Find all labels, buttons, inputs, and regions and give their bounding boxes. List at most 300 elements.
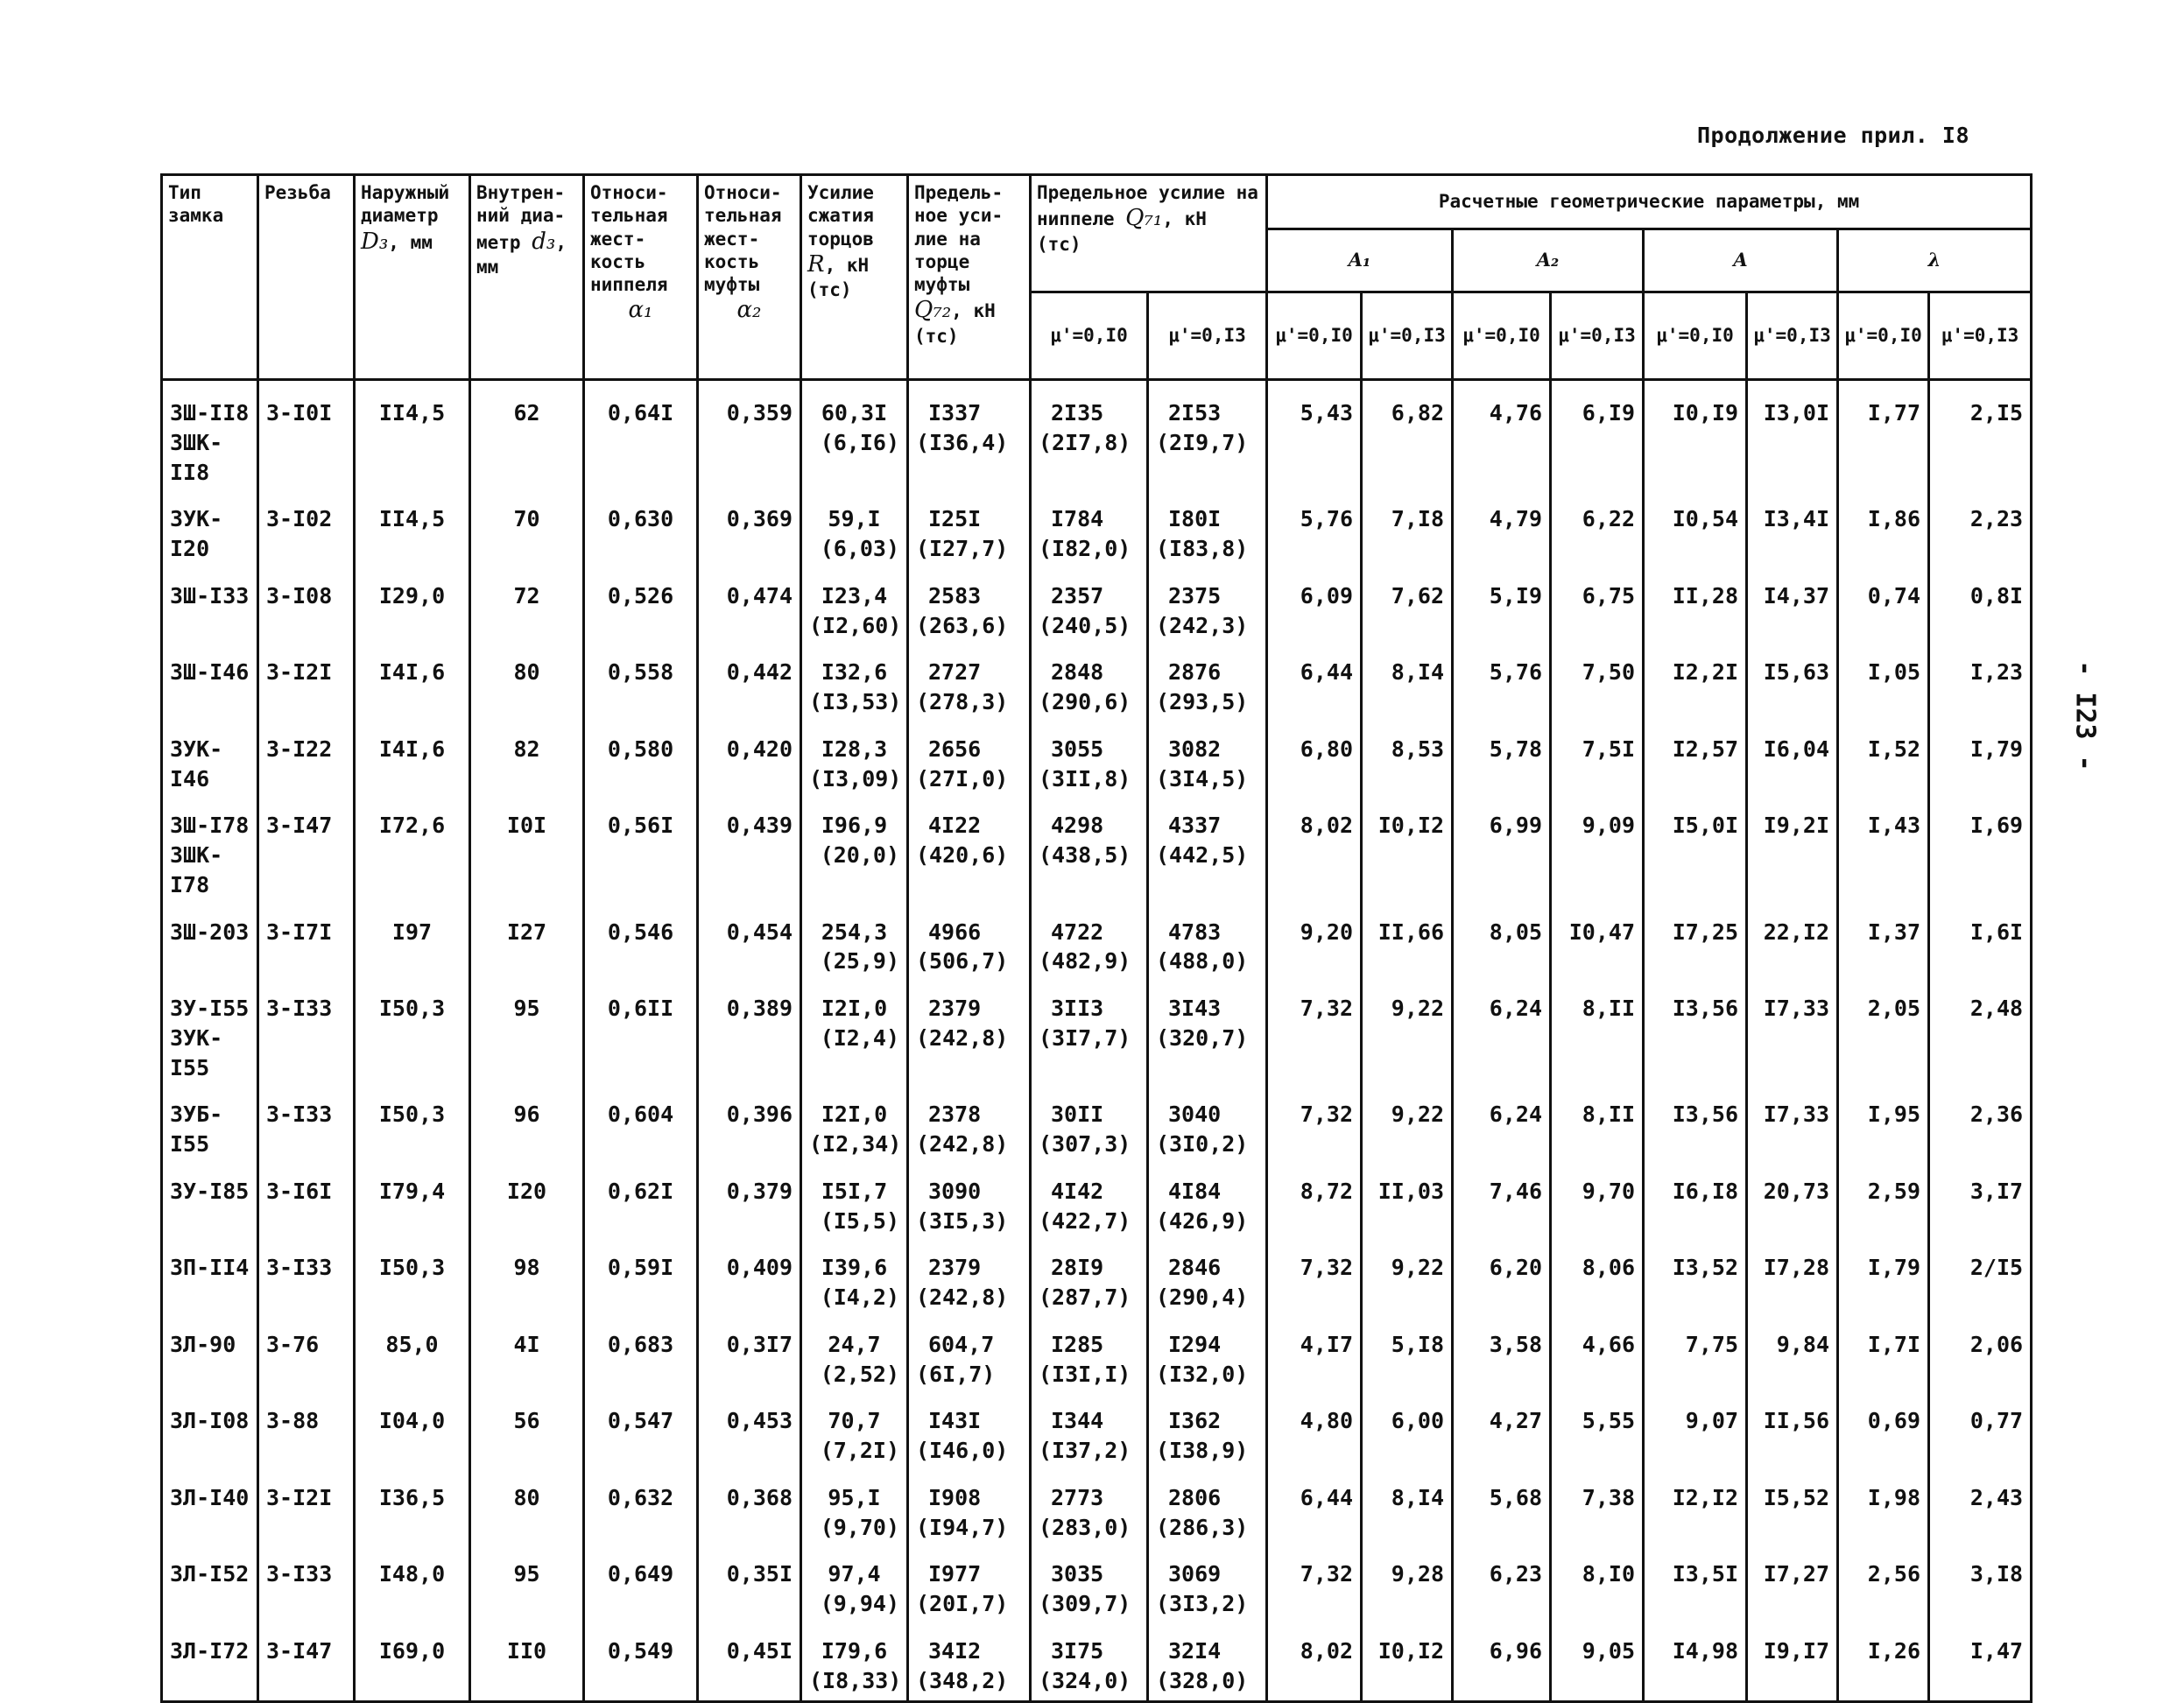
cell-r: I32,6 (I3,53) [801, 640, 908, 717]
cell-r: 254,3 (25,9) [801, 900, 908, 977]
cell-a-mu010: II,28 [1644, 564, 1747, 641]
cell-lambda-mu010: I,7I [1838, 1312, 1929, 1390]
header-outer-diameter-label: Наружный диаметр [361, 182, 450, 227]
cell-a2-mu010: 5,68 [1453, 1466, 1551, 1543]
cell-q72: 2379 (242,8) [908, 1235, 1031, 1312]
table-row [162, 1389, 2032, 1466]
cell-a2-mu010: 6,23 [1453, 1542, 1551, 1619]
cell-a2-mu013: 8,I0 [1551, 1542, 1644, 1619]
cell-alpha1: 0,630 [584, 487, 698, 564]
cell-a2-mu010: 8,05 [1453, 900, 1551, 977]
cell-thread: З-I2I [258, 1466, 355, 1543]
cell-lambda-mu013: I,6I [1929, 900, 2032, 977]
cell-alpha1: 0,547 [584, 1389, 698, 1466]
cell-lambda-mu010: 0,69 [1838, 1389, 1929, 1466]
cell-inner-diameter: 56 [470, 1389, 584, 1466]
header-a1-mu013: μ'=0,I3 [1362, 292, 1453, 380]
cell-alpha2: 0,35I [698, 1542, 801, 1619]
cell-lambda-mu010: I,05 [1838, 640, 1929, 717]
cell-a1-mu013: 7,I8 [1362, 487, 1453, 564]
cell-outer-diameter: I4I,6 [355, 640, 470, 717]
header-a2-mu010: μ'=0,I0 [1453, 292, 1551, 380]
cell-a2-mu010: 5,I9 [1453, 564, 1551, 641]
cell-q71-mu010: I344 (I37,2) [1031, 1389, 1148, 1466]
cell-q71-mu010: 2357 (240,5) [1031, 564, 1148, 641]
cell-q71-mu010: 3I75 (324,0) [1031, 1619, 1148, 1702]
inner-diameter-symbol: d₃ [532, 228, 556, 255]
q71-symbol: Q₇₁ [1125, 205, 1163, 232]
cell-thread: З-I33 [258, 976, 355, 1082]
cell-thread: З-I33 [258, 1542, 355, 1619]
cell-q72: 34I2 (348,2) [908, 1619, 1031, 1702]
cell-alpha1: 0,546 [584, 900, 698, 977]
cell-type: ЗУ-I55 ЗУК-I55 [162, 976, 258, 1082]
header-lambda-mu013: μ'=0,I3 [1929, 292, 2032, 380]
cell-q71-mu013: I362 (I38,9) [1148, 1389, 1267, 1466]
cell-thread: З-I33 [258, 1082, 355, 1159]
cell-q72: 2656 (27I,0) [908, 717, 1031, 794]
cell-a2-mu010: 6,99 [1453, 793, 1551, 899]
header-compress-force [801, 175, 908, 380]
cell-r: I2I,0 (I2,4) [801, 976, 908, 1082]
cell-alpha2: 0,454 [698, 900, 801, 977]
cell-alpha2: 0,474 [698, 564, 801, 641]
cell-alpha1: 0,59I [584, 1235, 698, 1312]
cell-a-mu013: I5,63 [1747, 640, 1838, 717]
header-a2: A₂ [1453, 229, 1644, 292]
cell-q71-mu013: I80I (I83,8) [1148, 487, 1267, 564]
cell-q72: I908 (I94,7) [908, 1466, 1031, 1543]
cell-outer-diameter: I04,0 [355, 1389, 470, 1466]
cell-a2-mu010: 6,24 [1453, 976, 1551, 1082]
cell-a-mu013: 20,73 [1747, 1159, 1838, 1236]
cell-q71-mu013: 2806 (286,3) [1148, 1466, 1267, 1543]
header-rel-stiff-coupling [698, 175, 801, 380]
cell-thread: З-I6I [258, 1159, 355, 1236]
cell-type: ЗЛ-I08 [162, 1389, 258, 1466]
cell-q71-mu010: 30II (307,3) [1031, 1082, 1148, 1159]
cell-inner-diameter: I0I [470, 793, 584, 899]
cell-outer-diameter: 85,0 [355, 1312, 470, 1390]
header-thread: Резьба [258, 175, 355, 380]
cell-a1-mu013: 8,I4 [1362, 640, 1453, 717]
cell-alpha1: 0,526 [584, 564, 698, 641]
cell-a-mu010: I3,52 [1644, 1235, 1747, 1312]
cell-a1-mu010: 7,32 [1267, 976, 1362, 1082]
cell-a-mu013: I4,37 [1747, 564, 1838, 641]
cell-thread: З-I2I [258, 640, 355, 717]
cell-a1-mu013: 9,22 [1362, 1235, 1453, 1312]
cell-q72: I25I (I27,7) [908, 487, 1031, 564]
cell-a-mu010: I5,0I [1644, 793, 1747, 899]
cell-a-mu013: I3,4I [1747, 487, 1838, 564]
header-a-mu013: μ'=0,I3 [1747, 292, 1838, 380]
header-q71-mu010: μ'=0,I0 [1031, 292, 1148, 380]
cell-a2-mu013: 8,II [1551, 1082, 1644, 1159]
cell-r: I23,4 (I2,60) [801, 564, 908, 641]
cell-outer-diameter: I72,6 [355, 793, 470, 899]
cell-lambda-mu013: I,69 [1929, 793, 2032, 899]
outer-diameter-symbol: D₃ [361, 228, 389, 255]
cell-a1-mu013: I0,I2 [1362, 1619, 1453, 1702]
cell-alpha1: 0,649 [584, 1542, 698, 1619]
cell-r: I96,9 (20,0) [801, 793, 908, 899]
header-rel-stiff-coupling-label: Относи-тельная жест-кость муфты [704, 182, 782, 295]
cell-lambda-mu010: I,98 [1838, 1466, 1929, 1543]
header-compress-force-label: Усилие сжатия торцов [807, 182, 874, 250]
cell-lambda-mu010: I,95 [1838, 1082, 1929, 1159]
cell-a2-mu010: 5,78 [1453, 717, 1551, 794]
cell-a-mu010: I3,5I [1644, 1542, 1747, 1619]
cell-a-mu010: 9,07 [1644, 1389, 1747, 1466]
cell-lambda-mu013: 2,I5 [1929, 380, 2032, 488]
cell-thread: З-I47 [258, 793, 355, 899]
cell-lambda-mu010: I,26 [1838, 1619, 1929, 1702]
cell-lambda-mu010: 2,05 [1838, 976, 1929, 1082]
table-row [162, 487, 2032, 564]
cell-r: I5I,7 (I5,5) [801, 1159, 908, 1236]
cell-a1-mu013: 9,22 [1362, 976, 1453, 1082]
cell-lambda-mu013: I,79 [1929, 717, 2032, 794]
cell-alpha2: 0,442 [698, 640, 801, 717]
cell-alpha2: 0,368 [698, 1466, 801, 1543]
cell-r: 24,7 (2,52) [801, 1312, 908, 1390]
cell-alpha2: 0,396 [698, 1082, 801, 1159]
cell-a1-mu010: 4,80 [1267, 1389, 1362, 1466]
cell-thread: З-I0I [258, 380, 355, 488]
header-outer-diameter [355, 175, 470, 380]
cell-a-mu013: I3,0I [1747, 380, 1838, 488]
cell-a-mu013: I9,I7 [1747, 1619, 1838, 1702]
cell-a2-mu010: 3,58 [1453, 1312, 1551, 1390]
page-number: - I23 - [2069, 660, 2101, 771]
cell-lambda-mu013: 3,I7 [1929, 1159, 2032, 1236]
cell-a1-mu010: 4,I7 [1267, 1312, 1362, 1390]
cell-a1-mu010: 6,44 [1267, 1466, 1362, 1543]
cell-a-mu010: I6,I8 [1644, 1159, 1747, 1236]
r-symbol: R [807, 250, 825, 278]
cell-a2-mu010: 4,27 [1453, 1389, 1551, 1466]
cell-type: ЗЛ-I40 [162, 1466, 258, 1543]
cell-a-mu010: I2,I2 [1644, 1466, 1747, 1543]
cell-q72: 4966 (506,7) [908, 900, 1031, 977]
cell-type: ЗШ-I46 [162, 640, 258, 717]
cell-a2-mu013: 8,II [1551, 976, 1644, 1082]
cell-lambda-mu010: I,77 [1838, 380, 1929, 488]
cell-a2-mu013: 8,06 [1551, 1235, 1644, 1312]
cell-alpha2: 0,439 [698, 793, 801, 899]
cell-a2-mu013: 6,22 [1551, 487, 1644, 564]
cell-inner-diameter: 95 [470, 976, 584, 1082]
table-row [162, 640, 2032, 717]
cell-type: ЗП-II4 [162, 1235, 258, 1312]
cell-q71-mu013: 32I4 (328,0) [1148, 1619, 1267, 1702]
cell-a1-mu013: 9,22 [1362, 1082, 1453, 1159]
cell-a1-mu013: II,66 [1362, 900, 1453, 977]
cell-type: ЗШ-I33 [162, 564, 258, 641]
cell-q71-mu013: 4I84 (426,9) [1148, 1159, 1267, 1236]
cell-q72: 604,7 (6I,7) [908, 1312, 1031, 1390]
cell-alpha1: 0,683 [584, 1312, 698, 1390]
cell-inner-diameter: 80 [470, 640, 584, 717]
cell-q71-mu010: 3055 (3II,8) [1031, 717, 1148, 794]
cell-alpha2: 0,420 [698, 717, 801, 794]
table-row [162, 900, 2032, 977]
cell-a-mu013: II,56 [1747, 1389, 1838, 1466]
cell-r: I79,6 (I8,33) [801, 1619, 908, 1702]
cell-a-mu010: I2,57 [1644, 717, 1747, 794]
cell-r: 97,4 (9,94) [801, 1542, 908, 1619]
cell-q72: 4I22 (420,6) [908, 793, 1031, 899]
cell-inner-diameter: II0 [470, 1619, 584, 1702]
cell-lambda-mu010: 2,59 [1838, 1159, 1929, 1236]
cell-inner-diameter: I27 [470, 900, 584, 977]
cell-a2-mu013: 9,70 [1551, 1159, 1644, 1236]
cell-a2-mu010: 6,24 [1453, 1082, 1551, 1159]
cell-type: ЗЛ-I52 [162, 1542, 258, 1619]
cell-outer-diameter: I50,3 [355, 1082, 470, 1159]
cell-inner-diameter: 98 [470, 1235, 584, 1312]
cell-type: ЗШ-II8 ЗШК-II8 [162, 380, 258, 488]
header-lambda-mu010: μ'=0,I0 [1838, 292, 1929, 380]
cell-type: ЗШ-I78 ЗШК-I78 [162, 793, 258, 899]
cell-lambda-mu010: I,86 [1838, 487, 1929, 564]
cell-a-mu010: I0,54 [1644, 487, 1747, 564]
cell-alpha1: 0,62I [584, 1159, 698, 1236]
cell-lambda-mu010: 2,56 [1838, 1542, 1929, 1619]
cell-q71-mu010: 28I9 (287,7) [1031, 1235, 1148, 1312]
header-type: Тип замка [162, 175, 258, 380]
cell-alpha1: 0,632 [584, 1466, 698, 1543]
header-q71-mu013: μ'=0,I3 [1148, 292, 1267, 380]
header-limit-nipple [1031, 175, 1267, 292]
cell-lambda-mu013: 2,36 [1929, 1082, 2032, 1159]
cell-outer-diameter: I50,3 [355, 976, 470, 1082]
cell-a1-mu013: 7,62 [1362, 564, 1453, 641]
cell-a2-mu013: 5,55 [1551, 1389, 1644, 1466]
cell-a2-mu013: 7,5I [1551, 717, 1644, 794]
cell-alpha2: 0,359 [698, 380, 801, 488]
table-row [162, 1082, 2032, 1159]
continuation-note: Продолжение прил. I8 [1696, 123, 1969, 148]
cell-outer-diameter: II4,5 [355, 380, 470, 488]
cell-r: 95,I (9,70) [801, 1466, 908, 1543]
cell-outer-diameter: I48,0 [355, 1542, 470, 1619]
cell-alpha2: 0,389 [698, 976, 801, 1082]
cell-q71-mu010: 4722 (482,9) [1031, 900, 1148, 977]
cell-type: ЗУ-I85 [162, 1159, 258, 1236]
cell-a1-mu013: 8,I4 [1362, 1466, 1453, 1543]
cell-alpha2: 0,453 [698, 1389, 801, 1466]
header-a2-mu013: μ'=0,I3 [1551, 292, 1644, 380]
cell-lambda-mu013: I,47 [1929, 1619, 2032, 1702]
q72-symbol: Q₇₂ [914, 297, 952, 324]
cell-alpha2: 0,3I7 [698, 1312, 801, 1390]
header-a-mu010: μ'=0,I0 [1644, 292, 1747, 380]
cell-r: 70,7 (7,2I) [801, 1389, 908, 1466]
cell-a1-mu010: 8,72 [1267, 1159, 1362, 1236]
cell-q71-mu013: I294 (I32,0) [1148, 1312, 1267, 1390]
cell-q71-mu013: 3I43 (320,7) [1148, 976, 1267, 1082]
table-row [162, 380, 2032, 488]
cell-outer-diameter: I36,5 [355, 1466, 470, 1543]
limit-nipple-unit: , кН (тс) [1037, 208, 1207, 255]
cell-alpha1: 0,558 [584, 640, 698, 717]
cell-q71-mu010: 3II3 (3I7,7) [1031, 976, 1148, 1082]
cell-type: ЗЛ-90 [162, 1312, 258, 1390]
cell-a1-mu010: 6,80 [1267, 717, 1362, 794]
cell-outer-diameter: I4I,6 [355, 717, 470, 794]
cell-a-mu010: I4,98 [1644, 1619, 1747, 1702]
cell-a-mu013: I7,33 [1747, 976, 1838, 1082]
cell-inner-diameter: 80 [470, 1466, 584, 1543]
cell-r: 59,I (6,03) [801, 487, 908, 564]
header-a1-mu010: μ'=0,I0 [1267, 292, 1362, 380]
table-row [162, 717, 2032, 794]
cell-a1-mu013: 6,00 [1362, 1389, 1453, 1466]
cell-a-mu013: I7,28 [1747, 1235, 1838, 1312]
table-row [162, 793, 2032, 899]
cell-q72: 2727 (278,3) [908, 640, 1031, 717]
cell-q71-mu013: 3069 (3I3,2) [1148, 1542, 1267, 1619]
cell-q71-mu010: 2773 (283,0) [1031, 1466, 1148, 1543]
cell-q71-mu010: 4298 (438,5) [1031, 793, 1148, 899]
cell-alpha1: 0,549 [584, 1619, 698, 1702]
cell-thread: З-I02 [258, 487, 355, 564]
header-inner-diameter-label: Внутрен-ний диа-метр [476, 182, 566, 253]
cell-a1-mu013: 6,82 [1362, 380, 1453, 488]
cell-type: ЗУК-I20 [162, 487, 258, 564]
cell-a-mu013: I5,52 [1747, 1466, 1838, 1543]
header-limit-coupling-label: Предель-ное уси-лие на торце муфты [914, 182, 1004, 295]
cell-alpha1: 0,56I [584, 793, 698, 899]
cell-a1-mu010: 7,32 [1267, 1542, 1362, 1619]
cell-r: I2I,0 (I2,34) [801, 1082, 908, 1159]
cell-q71-mu010: 2848 (290,6) [1031, 640, 1148, 717]
cell-inner-diameter: I20 [470, 1159, 584, 1236]
cell-inner-diameter: 82 [470, 717, 584, 794]
cell-alpha1: 0,6II [584, 976, 698, 1082]
header-a: A [1644, 229, 1838, 292]
cell-lambda-mu010: 0,74 [1838, 564, 1929, 641]
cell-a1-mu010: 8,02 [1267, 793, 1362, 899]
cell-q71-mu013: 2375 (242,3) [1148, 564, 1267, 641]
outer-diameter-unit: , мм [388, 231, 433, 253]
cell-alpha2: 0,379 [698, 1159, 801, 1236]
cell-lambda-mu013: 0,77 [1929, 1389, 2032, 1466]
cell-q72: I977 (20I,7) [908, 1542, 1031, 1619]
cell-lambda-mu013: 2,43 [1929, 1466, 2032, 1543]
cell-q71-mu010: 4I42 (422,7) [1031, 1159, 1148, 1236]
cell-q71-mu013: 2I53 (2I9,7) [1148, 380, 1267, 488]
cell-a1-mu013: I0,I2 [1362, 793, 1453, 899]
cell-inner-diameter: 70 [470, 487, 584, 564]
cell-lambda-mu013: 2,06 [1929, 1312, 2032, 1390]
cell-outer-diameter: I97 [355, 900, 470, 977]
limit-coupling-unit: , кН (тс) [914, 300, 996, 347]
header-inner-diameter [470, 175, 584, 380]
cell-alpha2: 0,369 [698, 487, 801, 564]
cell-q71-mu010: I784 (I82,0) [1031, 487, 1148, 564]
cell-lambda-mu013: 2,48 [1929, 976, 2032, 1082]
cell-q71-mu010: 2I35 (2I7,8) [1031, 380, 1148, 488]
cell-alpha1: 0,580 [584, 717, 698, 794]
cell-a2-mu010: 7,46 [1453, 1159, 1551, 1236]
cell-a1-mu010: 6,44 [1267, 640, 1362, 717]
cell-thread: З-I33 [258, 1235, 355, 1312]
cell-inner-diameter: 4I [470, 1312, 584, 1390]
header-lambda: λ [1838, 229, 2032, 292]
cell-type: ЗШ-203 [162, 900, 258, 977]
cell-lambda-mu010: I,79 [1838, 1235, 1929, 1312]
cell-a1-mu010: 7,32 [1267, 1082, 1362, 1159]
cell-q71-mu013: 4783 (488,0) [1148, 900, 1267, 977]
cell-q72: I43I (I46,0) [908, 1389, 1031, 1466]
header-limit-nipple-label: Предельное усилие на ниппеле [1037, 182, 1258, 230]
cell-q71-mu010: 3035 (309,7) [1031, 1542, 1148, 1619]
cell-lambda-mu010: I,43 [1838, 793, 1929, 899]
cell-thread: З-I22 [258, 717, 355, 794]
table-row [162, 564, 2032, 641]
cell-lambda-mu013: 3,I8 [1929, 1542, 2032, 1619]
cell-a2-mu013: 7,50 [1551, 640, 1644, 717]
cell-a-mu010: I2,2I [1644, 640, 1747, 717]
table-row [162, 1466, 2032, 1543]
cell-type: ЗУК-I46 [162, 717, 258, 794]
header-geom: Расчетные геометрические параметры, мм [1267, 175, 2032, 229]
cell-a2-mu013: 7,38 [1551, 1466, 1644, 1543]
table-row [162, 1619, 2032, 1702]
cell-q71-mu013: 3082 (3I4,5) [1148, 717, 1267, 794]
table-row [162, 1312, 2032, 1390]
cell-thread: З-I47 [258, 1619, 355, 1702]
header-rel-stiff-nipple-label: Относи-тельная жест-кость ниппеля [590, 182, 668, 295]
header-rel-stiff-nipple [584, 175, 698, 380]
cell-a1-mu013: II,03 [1362, 1159, 1453, 1236]
cell-a1-mu010: 9,20 [1267, 900, 1362, 977]
cell-a1-mu010: 8,02 [1267, 1619, 1362, 1702]
cell-a2-mu010: 5,76 [1453, 640, 1551, 717]
header-a1: A₁ [1267, 229, 1453, 292]
cell-inner-diameter: 95 [470, 1542, 584, 1619]
cell-lambda-mu010: I,52 [1838, 717, 1929, 794]
cell-outer-diameter: I79,4 [355, 1159, 470, 1236]
cell-outer-diameter: I69,0 [355, 1619, 470, 1702]
cell-lambda-mu010: I,37 [1838, 900, 1929, 977]
alpha1-symbol: α₁ [628, 297, 653, 324]
header-limit-coupling [908, 175, 1031, 380]
table-row [162, 976, 2032, 1082]
inner-diameter-unit: , мм [476, 231, 567, 278]
cell-a-mu013: I6,04 [1747, 717, 1838, 794]
cell-a2-mu010: 6,96 [1453, 1619, 1551, 1702]
cell-a-mu013: I9,2I [1747, 793, 1838, 899]
lock-parameters-table [160, 173, 2033, 1703]
cell-a-mu010: I3,56 [1644, 1082, 1747, 1159]
cell-a-mu010: I7,25 [1644, 900, 1747, 977]
cell-a1-mu013: 8,53 [1362, 717, 1453, 794]
cell-a2-mu013: 6,75 [1551, 564, 1644, 641]
cell-a1-mu010: 5,76 [1267, 487, 1362, 564]
cell-outer-diameter: II4,5 [355, 487, 470, 564]
cell-a-mu013: I7,27 [1747, 1542, 1838, 1619]
cell-a2-mu010: 4,79 [1453, 487, 1551, 564]
cell-a2-mu010: 6,20 [1453, 1235, 1551, 1312]
cell-inner-diameter: 72 [470, 564, 584, 641]
cell-r: I28,3 (I3,09) [801, 717, 908, 794]
cell-a-mu013: I7,33 [1747, 1082, 1838, 1159]
cell-lambda-mu013: I,23 [1929, 640, 2032, 717]
